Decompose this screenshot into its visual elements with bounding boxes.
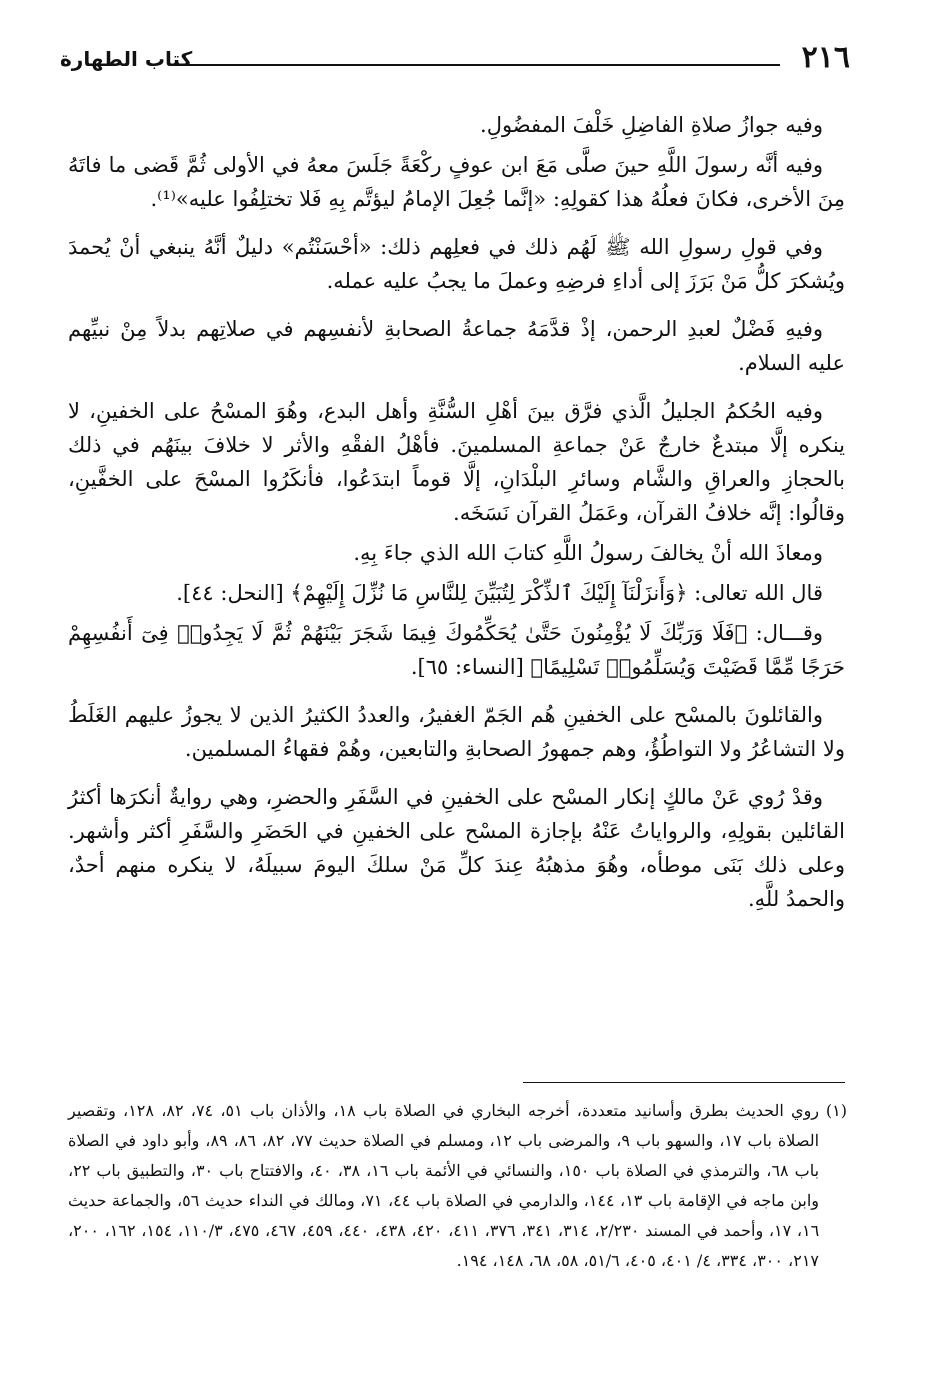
header-rule — [170, 64, 780, 66]
page-number: ٢١٦ — [801, 40, 850, 75]
footnote — [68, 1096, 847, 1276]
quran-verse: قال الله تعالى: ﴿وَأَنزَلْنَآ إِلَيْكَ ٱلذِّكْرَ لِتُبَيِّنَ لِلنَّاسِ مَا نُزِّلَ إِلَيْهِمْ﴾ [النحل: ٤٤]. — [176, 581, 823, 605]
footnote-marker: (١) — [825, 1101, 847, 1120]
paragraph: وفيه أنَّه رسولَ اللَّهِ حينَ صلَّى مَعَ ابن عوفٍ ركْعَةً جَلَسَ معهُ في الأولى ثُمَّ قَضى ما فاتَهُ مِنَ الأخرى، فكانَ فعلُهُ هذا كقولِهِ: «إنَّما جُعِلَ الإمامُ ليؤتَّم بِهِ فَلا تختلِفُوا عليه»⁽¹⁾. — [68, 153, 845, 211]
book-title: كتاب الطهارة — [60, 47, 193, 71]
footnote-separator — [523, 1082, 845, 1083]
paragraph: ومعاذَ الله أنْ يخالفَ رسولُ اللَّهِ كتابَ الله الذي جاءَ بِهِ. — [353, 541, 823, 565]
paragraph: والقائلونَ بالمسْح على الخفينِ هُم الجَمّ الغفيرُ، والعددُ الكثيرُ الذين لا يجوزُ عليهم الغَلَطُ ولا التشاعُرُ ولا التواطُؤُ، وهم جمهورُ الصحابةِ والتابعين، وهُمْ فقهاءُ المسلمين. — [68, 703, 845, 761]
footnote-text: روي الحديث بطرق وأسانيد متعددة، أخرجه البخاري في الصلاة باب ١٨، والأذان باب ٥١، ٧٤، ٨٢، ١٢٨، وتقصير الصلاة باب ١٧، والسهو باب ٩، والمرضى باب ١٢، ومسلم في الصلاة حديث ٧٧، ٨٢، ٨٦، ٨٩، وأبو داود في الصلاة باب ٦٨، والترمذي في الصلاة باب ١٥٠، والنسائي في الأئمة باب ١٦، ٣٨، ٤٠، والافتتاح باب ٣٠، والتطبيق باب ٢٢، وابن ماجه في الإقامة باب ١٣، ١٤٤، والدارمي في الصلاة باب ٤٤، ٧١، ومالك في النداء حديث ٥٦، والجماعة حديث ١٦، ١٧، وأحمد في المسند ٢/٢٣٠، ٣١٤، ٣٤١، ٣٧٦، ٤١١، ٤٢٠، ٤٣٨، ٤٤٠، ٤٥٩، ٤٦٧، ٤٧٥، ١١٠/٣، ١٥٤، ١٦٢، ٢٠٠، ٢١٧، ٣٠٠، ٣٣٤، ٤/ ٤٠١، ٤٠٥، ٥١/٦، ٥٨، ٦٨، ١٤٨، ١٩٤. — [68, 1101, 820, 1270]
paragraph: وفي قولِ رسولِ الله ﷺ لَهُم ذلك في فعلِهم ذلك: «أحْسَنْتُم» دليلٌ أنَّهُ ينبغي أنْ يُحمدَ ويُشكرَ كلُّ مَنْ بَرَزَ إلى أداءِ فرضِهِ وعملَ ما يجبُ عليه عمله. — [68, 235, 845, 293]
footnotes — [68, 1096, 847, 1276]
page-header — [60, 38, 850, 78]
paragraph: وفيه الحُكمُ الجليلُ الَّذي فرَّق بينَ أهْلِ السُّنَّةِ وأهل البدع، وهُوَ المسْحُ على الخفينِ، لا ينكره إلَّا مبتدعٌ خارجٌ عَنْ جماعةِ المسلمينَ. فأهْلُ الفقْهِ والأثر لا خلافَ بينَهُم في ذلك بالحجازِ والعراقِ والشَّام وسائرِ البلْدَانِ، إلَّا قوماً ابتدَعُوا، فأنكَرُوا المسْحَ على الخفَّينِ، وقالُوا: إنَّه خلافُ القرآن، وعَمَلُ القرآن نَسَخَه. — [68, 399, 845, 525]
main-text — [68, 108, 845, 930]
quran-verse: وقـــال: ﴿فَلَا وَرَبِّكَ لَا يُؤْمِنُونَ حَتَّىٰ يُحَكِّمُوكَ فِيمَا شَجَرَ بَيْنَهُمْ ثُمَّ لَا يَجِدُوا۟ فِىٓ أَنفُسِهِمْ حَرَجًا مِّمَّا قَضَيْتَ وَيُسَلِّمُوا۟ تَسْلِيمًا﴾ [النساء: ٦٥]. — [68, 621, 845, 679]
paragraph: وفيهِ فَضْلٌ لعبدِ الرحمن، إذْ قدَّمَهُ جماعةُ الصحابةِ لأنفسِهم في صلاتِهم بدلاً مِنْ نبيِّهم عليه السلام. — [68, 317, 845, 375]
paragraph: وفيه جوازُ صلاةِ الفاضِلِ خَلْفَ المفضُولِ. — [480, 113, 823, 137]
paragraph: وقدْ رُوي عَنْ مالكٍ إنكار المسْح على الخفينِ في السَّفَرِ والحضرِ، وهي روايةٌ أنكرَها أكثرُ القائلين بقولِهِ، والرواياتُ عَنْهُ بإجازة المسْح على الخفينِ في الحَضَرِ والسَّفَرِ أكثر وأشهر. وعلى ذلك بَنَى موطأه، وهُوَ مذهبُهُ عِندَ كلِّ مَنْ سلكَ اليومَ سبيلَهُ، لا ينكره منهم أحدٌ، والحمدُ للَّهِ. — [68, 785, 845, 911]
